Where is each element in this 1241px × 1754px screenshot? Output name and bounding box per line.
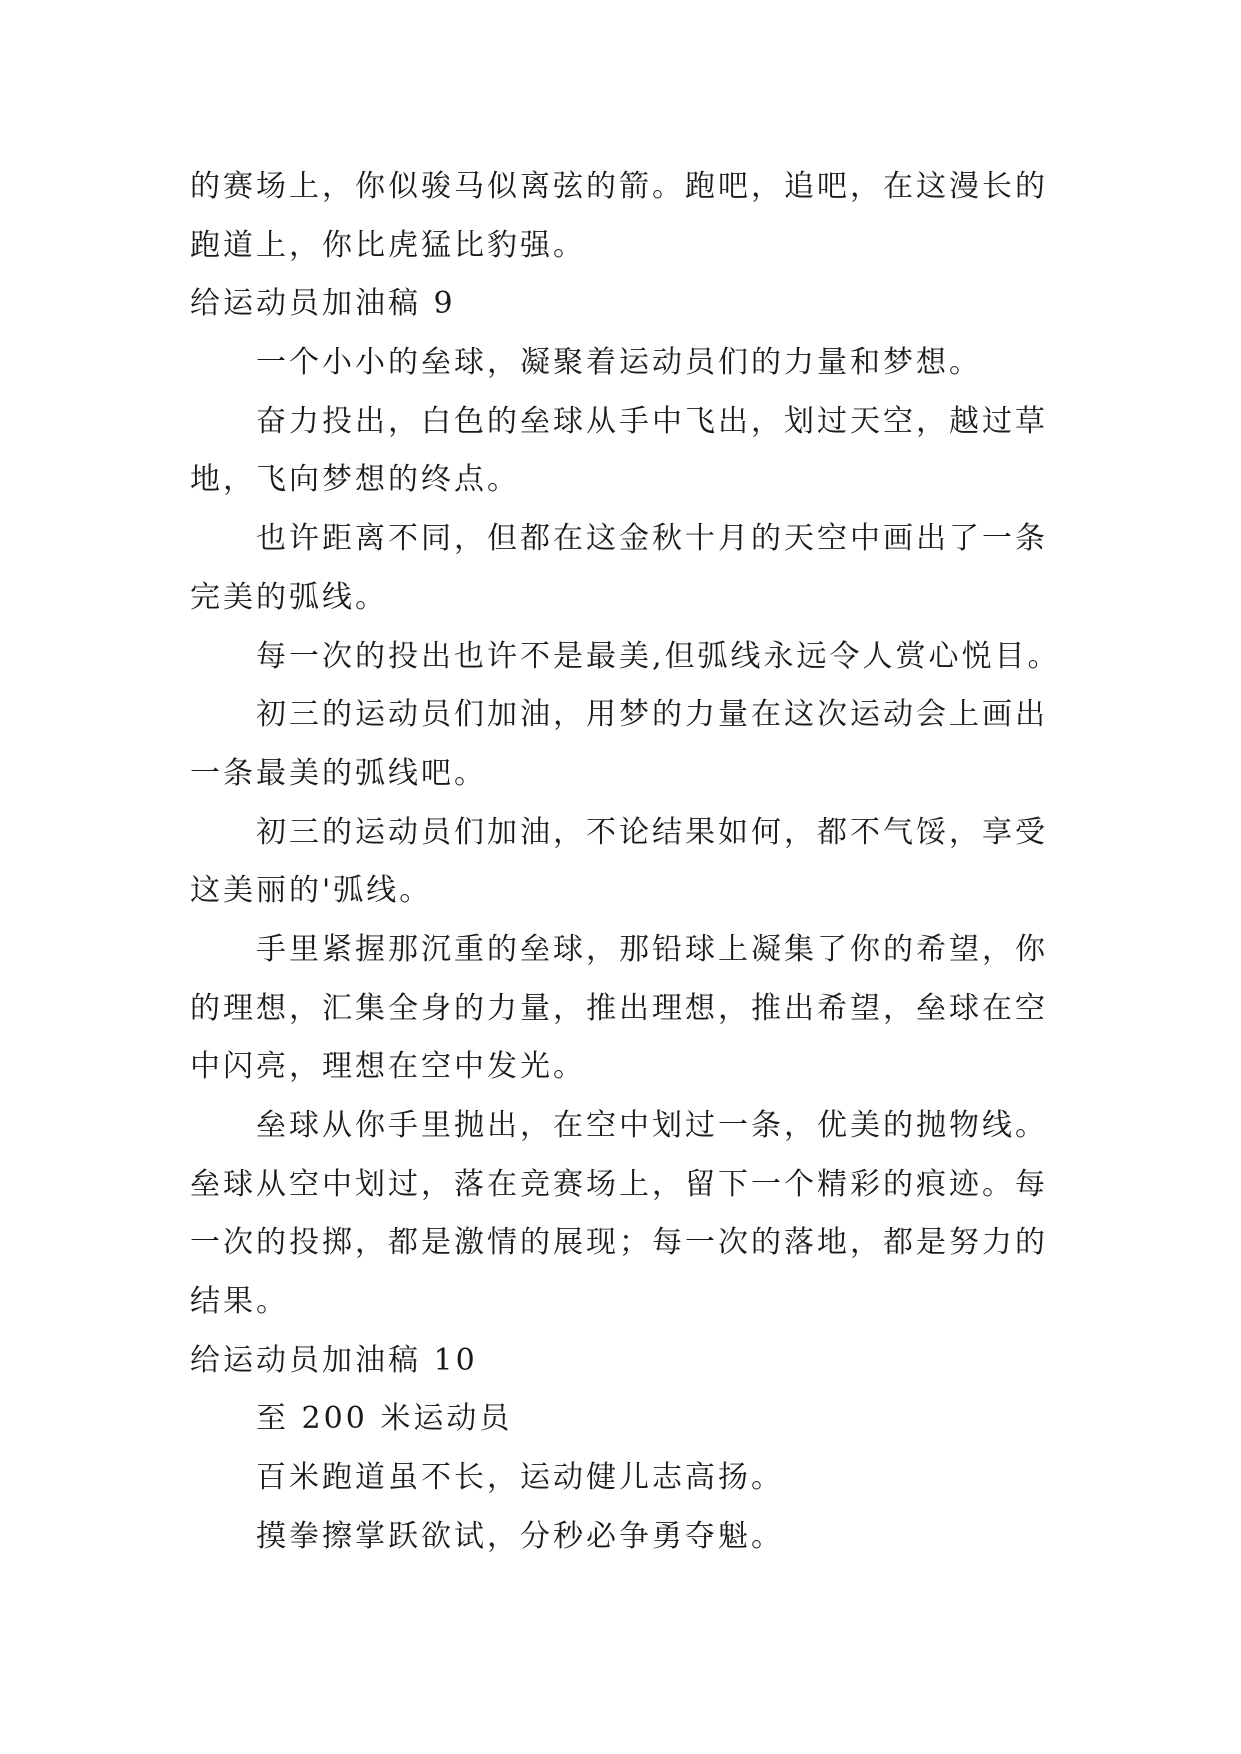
section-heading: 给运动员加油稿 10 xyxy=(190,1342,478,1378)
paragraph-line: 摸拳擦掌跃欲试，分秒必争勇夺魁。 xyxy=(256,1518,784,1554)
document-body xyxy=(190,158,1060,1567)
paragraph-line: 奋力投出，白色的垒球从手中飞出，划过天空，越过草 xyxy=(256,403,1048,439)
paragraph-line: 垒球从空中划过，落在竞赛场上，留下一个精彩的痕迹。每 xyxy=(190,1166,1048,1202)
paragraph-line: 初三的运动员们加油，用梦的力量在这次运动会上画出 xyxy=(256,697,1048,733)
paragraph-line: 结果。 xyxy=(190,1284,289,1320)
paragraph-line: 地，飞向梦想的终点。 xyxy=(190,462,520,498)
paragraph-line: 垒球从你手里抛出，在空中划过一条，优美的抛物线。 xyxy=(256,1108,1048,1143)
paragraph-line: 一次的投掷，都是激情的展现；每一次的落地，都是努力的 xyxy=(190,1225,1048,1261)
paragraph-line: 一个小小的垒球，凝聚着运动员们的力量和梦想。 xyxy=(256,345,982,381)
paragraph-line: 百米跑道虽不长，运动健儿志高扬。 xyxy=(256,1460,784,1496)
paragraph-line: 跑道上，你比虎猛比豹强。 xyxy=(190,227,586,263)
paragraph-line: 也许距离不同，但都在这金秋十月的天空中画出了一条 xyxy=(256,521,1048,557)
paragraph-line: 手里紧握那沉重的垒球，那铅球上凝集了你的希望，你 xyxy=(256,931,1048,967)
paragraph-line: 的赛场上，你似骏马似离弦的箭。跑吧，追吧，在这漫长的 xyxy=(190,169,1048,204)
paragraph-line: 的理想，汇集全身的力量，推出理想，推出希望，垒球在空 xyxy=(190,990,1048,1026)
paragraph-line: 完美的弧线。 xyxy=(190,579,388,615)
paragraph-line: 初三的运动员们加油，不论结果如何，都不气馁，享受 xyxy=(256,814,1048,850)
paragraph-line: 至 200 米运动员 xyxy=(256,1401,513,1437)
paragraph-line: 这美丽的'弧线。 xyxy=(190,873,433,909)
section-heading: 给运动员加油稿 9 xyxy=(190,286,456,322)
paragraph-line: 一条最美的弧线吧。 xyxy=(190,755,487,791)
paragraph-line: 中闪亮，理想在空中发光。 xyxy=(190,1049,586,1085)
paragraph-line: 每一次的投出也许不是最美,但弧线永远令人赏心悦目。 xyxy=(256,638,1061,674)
